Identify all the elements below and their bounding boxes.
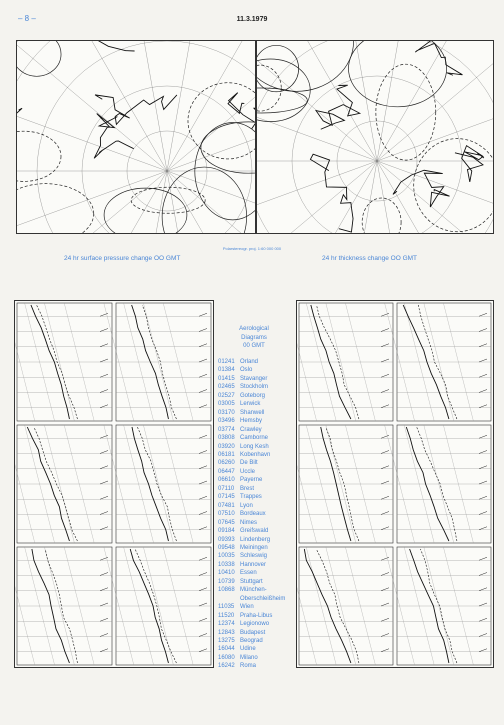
isoline [162, 167, 247, 233]
wind-barb [479, 359, 487, 362]
meridian-line [167, 41, 255, 171]
station-row [218, 578, 298, 586]
isoline [414, 139, 493, 232]
station-row [218, 426, 298, 434]
station-code: 06260 [218, 460, 235, 467]
station-row [218, 561, 298, 569]
meridian-line [17, 171, 167, 233]
station-name: De Bilt [240, 460, 258, 467]
wind-barb [100, 344, 108, 347]
wind-barb [381, 634, 389, 637]
station-name: Oslo [240, 367, 253, 374]
station-row [218, 451, 298, 459]
wind-barb [479, 634, 487, 637]
station-row [218, 662, 298, 670]
station-code: 13275 [218, 637, 235, 644]
station-code: 03920 [218, 443, 235, 450]
wind-barb [199, 405, 207, 408]
station-code: 16242 [218, 663, 235, 670]
wind-barb [199, 451, 207, 454]
station-code: 12374 [218, 621, 235, 628]
isoline [188, 83, 255, 159]
station-name: Hannover [240, 561, 267, 568]
wind-barb [100, 618, 108, 621]
wind-barb [199, 435, 207, 438]
station-name: Budapest [240, 629, 266, 636]
station-name: Kobenhavn [240, 451, 271, 458]
coastline [316, 85, 360, 129]
wind-barb [100, 573, 108, 576]
parallel-circle [257, 41, 493, 233]
station-name: Hemsby [240, 418, 263, 425]
wind-barb [100, 512, 108, 515]
wind-barb [381, 359, 389, 362]
station-code: 10338 [218, 561, 235, 568]
surface-pressure-change-map [16, 40, 256, 234]
station-row [218, 409, 298, 417]
page-date: 11.3.1979 [236, 16, 268, 23]
station-code: 06610 [218, 477, 235, 484]
station-row [218, 459, 298, 467]
coastline [17, 108, 22, 151]
aerological-title [222, 325, 286, 351]
parallel-circle [257, 41, 493, 233]
isoline [362, 198, 401, 233]
station-code: 02465 [218, 384, 235, 391]
station-row [218, 595, 298, 603]
station-list [218, 358, 298, 671]
wind-barb [199, 466, 207, 469]
wind-barb [199, 359, 207, 362]
station-row [218, 603, 298, 611]
station-name: Stavanger [240, 375, 268, 382]
parallel-circle [17, 41, 255, 233]
wind-barb [381, 512, 389, 515]
station-code: 03496 [218, 418, 235, 425]
station-code: 03170 [218, 409, 235, 416]
station-code: 11035 [218, 604, 235, 611]
isoline [17, 131, 61, 181]
station-row [218, 569, 298, 577]
wind-barb [479, 588, 487, 591]
station-code: 03005 [218, 401, 235, 408]
wind-barb [199, 573, 207, 576]
isoline [348, 41, 446, 107]
parallel-circle [257, 41, 493, 233]
wind-barb [199, 481, 207, 484]
coastline [50, 41, 134, 51]
aerological-diagrams-right [296, 300, 494, 668]
station-name: Nimes [240, 519, 258, 526]
station-code: 09548 [218, 544, 235, 551]
wind-barb [199, 649, 207, 652]
wind-barb [479, 512, 487, 515]
coastline [393, 170, 450, 207]
isoline [195, 122, 255, 219]
wind-barb [381, 496, 389, 499]
aerological-title-line3: 00 GMT [243, 343, 265, 349]
station-row [218, 485, 298, 493]
meridian-line [17, 41, 167, 171]
parallel-circle [17, 41, 255, 233]
wind-barb [199, 618, 207, 621]
station-row [218, 502, 298, 510]
station-name: Lerwick [240, 401, 261, 408]
wind-barb [479, 496, 487, 499]
station-code: 09184 [218, 528, 235, 535]
wind-barb [100, 481, 108, 484]
coastline [408, 41, 462, 75]
station-name: Crawley [240, 426, 262, 433]
station-code: 16044 [218, 646, 235, 653]
station-row [218, 552, 298, 560]
station-code: 07481 [218, 502, 235, 509]
station-row [218, 443, 298, 451]
page-number: – 8 – [18, 14, 36, 23]
isoline [17, 184, 94, 233]
station-name: Shanwell [240, 409, 265, 416]
aerological-title-line1: Aerological [239, 326, 269, 332]
wind-barb [100, 466, 108, 469]
parallel-circle [257, 41, 493, 233]
station-row [218, 629, 298, 637]
station-code: 02527 [218, 392, 235, 399]
isoline [257, 88, 307, 113]
isoline [104, 188, 187, 233]
wind-barb [100, 634, 108, 637]
meridian-line [167, 171, 255, 233]
wind-barb [479, 451, 487, 454]
meridian-line [167, 171, 255, 233]
wind-barb [100, 451, 108, 454]
station-name: Payerne [240, 477, 263, 484]
station-code: 07510 [218, 511, 235, 518]
surface-pressure-caption: 24 hr surface pressure change OO GMT [64, 255, 181, 262]
station-row [218, 434, 298, 442]
wind-barb [381, 588, 389, 591]
wind-barb [100, 329, 108, 332]
wind-barb [381, 573, 389, 576]
wind-barb [381, 329, 389, 332]
parallel-circle [257, 41, 493, 233]
station-name: Praha-Libus [240, 612, 273, 619]
wind-barb [199, 634, 207, 637]
station-name: Milano [240, 654, 258, 661]
station-name: Wien [240, 604, 254, 611]
station-code: 10035 [218, 553, 235, 560]
wind-barb [199, 527, 207, 530]
wind-barb [381, 374, 389, 377]
station-name: Orland [240, 359, 259, 365]
station-name: Long Kesh [240, 443, 269, 450]
station-code: 16080 [218, 654, 235, 661]
station-row [218, 586, 298, 594]
station-row [218, 637, 298, 645]
wind-barb [100, 603, 108, 606]
meridian-line [98, 41, 167, 171]
wind-barb [479, 374, 487, 377]
meridian-line [167, 171, 236, 233]
wind-barb [199, 557, 207, 560]
wind-barb [479, 527, 487, 530]
meridian-line [98, 171, 167, 233]
wind-barb [199, 313, 207, 316]
station-code: 03808 [218, 435, 235, 442]
station-name: Lyon [240, 502, 253, 509]
station-code: 10410 [218, 570, 235, 577]
wind-barb [381, 618, 389, 621]
aerological-diagrams-right-drawing [297, 301, 493, 667]
wind-barb [100, 527, 108, 530]
station-code: 12843 [218, 629, 235, 636]
station-row [218, 375, 298, 383]
meridian-line [257, 161, 377, 233]
station-code: 10739 [218, 578, 235, 585]
station-name: München- [240, 587, 267, 594]
parallel-circle [17, 41, 255, 233]
thickness-caption: 24 hr thickness change OO GMT [322, 255, 418, 262]
aerological-diagrams-left [14, 300, 214, 668]
wind-barb [100, 374, 108, 377]
thickness-map-drawing [257, 41, 493, 233]
coastline [95, 95, 177, 124]
wind-barb [100, 359, 108, 362]
meridian-line [17, 41, 167, 171]
station-row [218, 476, 298, 484]
wind-barb [100, 649, 108, 652]
wind-barb [479, 313, 487, 316]
station-row [218, 417, 298, 425]
station-name: Stockholm [240, 384, 269, 391]
wind-barb [381, 481, 389, 484]
station-code: 07110 [218, 485, 235, 492]
wind-barb [479, 603, 487, 606]
projection-note: Polarstereogr. proj. 1:60 000 000 [222, 246, 282, 251]
surface-pressure-map-drawing [17, 41, 255, 233]
station-row [218, 493, 298, 501]
station-code: 01415 [218, 375, 235, 382]
station-name: Camborne [240, 435, 269, 442]
station-code: 03774 [218, 426, 235, 433]
wind-barb [479, 481, 487, 484]
station-name: Bordeaux [240, 511, 266, 518]
wind-barb [479, 649, 487, 652]
station-code: 10868 [218, 587, 235, 594]
meridian-line [167, 41, 255, 171]
meridian-line [17, 171, 167, 233]
station-row [218, 400, 298, 408]
station-code: 01241 [218, 359, 235, 365]
coastline [228, 93, 255, 130]
isoline [257, 45, 299, 91]
isoline [376, 64, 436, 160]
station-row [218, 527, 298, 535]
station-row [218, 654, 298, 662]
wind-barb [381, 466, 389, 469]
wind-barb [199, 496, 207, 499]
station-code: 07645 [218, 519, 235, 526]
wind-barb [479, 329, 487, 332]
parallel-circle [257, 41, 493, 233]
station-row [218, 645, 298, 653]
station-name: Goteborg [240, 392, 266, 399]
station-name: Uccle [240, 468, 256, 475]
station-row [218, 358, 298, 366]
station-code: 01384 [218, 367, 235, 374]
station-code: 06181 [218, 451, 235, 458]
wind-barb [199, 329, 207, 332]
wind-barb [199, 344, 207, 347]
coastline [310, 154, 353, 232]
wind-barb [479, 573, 487, 576]
station-name: Udine [240, 646, 256, 653]
parallel-circle [17, 41, 255, 233]
parallel-circle [257, 41, 493, 233]
wind-barb [199, 512, 207, 515]
meridian-line [257, 161, 377, 233]
station-name: Oberschleißheim [240, 595, 286, 602]
station-name: Schleswig [240, 553, 268, 560]
thickness-change-map [256, 40, 494, 234]
station-code: 09393 [218, 536, 235, 543]
wind-barb [479, 618, 487, 621]
wind-barb [100, 496, 108, 499]
wind-barb [479, 390, 487, 393]
wind-barb [100, 390, 108, 393]
meridian-line [17, 171, 167, 233]
wind-barb [479, 435, 487, 438]
station-row [218, 510, 298, 518]
station-name: Legionowo [240, 621, 270, 628]
station-row [218, 366, 298, 374]
meridian-line [257, 161, 377, 233]
station-name: Essen [240, 570, 257, 577]
meridian-line [167, 171, 255, 233]
station-name: Meiningen [240, 544, 268, 551]
wind-barb [100, 588, 108, 591]
isoline [257, 41, 354, 91]
wind-barb [479, 405, 487, 408]
station-row [218, 383, 298, 391]
meridian-line [17, 41, 167, 171]
coastline [455, 146, 484, 182]
station-name: Brest [240, 485, 255, 492]
parallel-circle [17, 41, 255, 233]
wind-barb [381, 649, 389, 652]
station-name: Beograd [240, 637, 263, 644]
wind-barb [381, 451, 389, 454]
isoline [17, 41, 61, 76]
wind-barb [199, 390, 207, 393]
wind-barb [100, 405, 108, 408]
station-row [218, 519, 298, 527]
station-code: 07145 [218, 494, 235, 501]
isoline [201, 122, 255, 173]
wind-barb [479, 557, 487, 560]
station-row [218, 620, 298, 628]
wind-barb [381, 603, 389, 606]
wind-barb [381, 390, 389, 393]
station-code: 06447 [218, 468, 235, 475]
parallel-circle [17, 41, 255, 233]
wind-barb [479, 466, 487, 469]
wind-barb [199, 374, 207, 377]
wind-barb [381, 405, 389, 408]
station-name: Trappes [240, 494, 262, 501]
meridian-line [167, 41, 255, 171]
station-name: Lindenberg [240, 536, 271, 543]
station-code: 11520 [218, 612, 235, 619]
station-row [218, 536, 298, 544]
wind-barb [381, 344, 389, 347]
station-name: Stuttgart [240, 578, 263, 585]
station-row [218, 468, 298, 476]
aerological-diagrams-left-drawing [15, 301, 213, 667]
wind-barb [479, 344, 487, 347]
station-row [218, 544, 298, 552]
station-name: Greifswald [240, 528, 269, 535]
aerological-title-line2: Diagrams [241, 334, 267, 341]
wind-barb [199, 603, 207, 606]
station-name: Roma [240, 663, 257, 670]
station-row [218, 392, 298, 400]
wind-barb [381, 527, 389, 530]
wind-barb [199, 588, 207, 591]
station-row [218, 612, 298, 620]
